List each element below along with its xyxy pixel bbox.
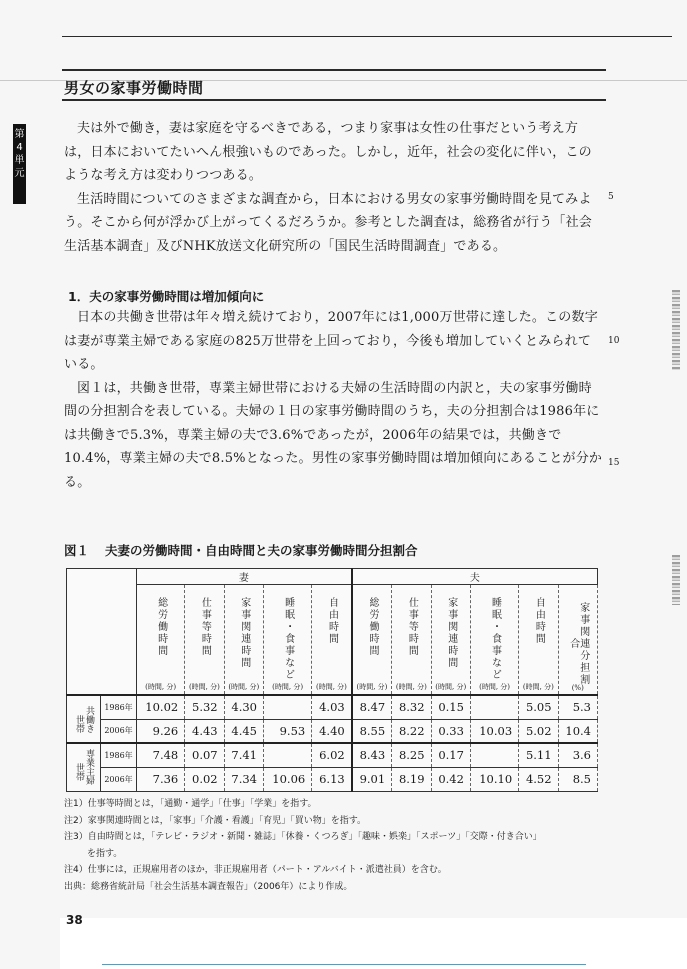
page-number: 38 [66,913,83,927]
value-cell: 8.32 [392,695,431,719]
value-cell: 8.5 [558,767,597,791]
line-number: 5 [608,192,614,202]
value-cell: 8.25 [392,743,431,767]
group-header-husband: 夫 [352,569,598,585]
value-cell [470,743,518,767]
bottom-blue-rule [102,964,586,965]
table-row [67,719,598,743]
unit-tab [13,124,26,204]
figure-caption: 夫妻の労働時間・自由時間と夫の家事労働時間分担割合 [105,543,418,558]
value-cell: 7.41 [224,743,263,767]
value-cell: 7.48 [137,743,185,767]
year-cell: 2006年 [101,767,137,791]
row-group-housewife: 世帯 専業主婦 [67,743,101,791]
value-cell: 0.02 [185,767,224,791]
value-cell: 8.43 [352,743,392,767]
source-note: 出典：総務省統計局「社会生活基本調査報告」（2006年）により作成。 [64,881,353,892]
column-header: 総労働時間 (時間, 分) [137,585,185,696]
column-header: 仕事等時間 (時間, 分) [392,585,431,696]
column-header: 睡眠・食事など (時間, 分) [470,585,518,696]
value-cell: 4.30 [224,695,263,719]
value-cell: 4.52 [519,767,558,791]
value-cell: 9.26 [137,719,185,743]
intro-text [64,117,604,258]
value-cell: 0.33 [431,719,470,743]
column-header: 自由時間 (時間, 分) [519,585,558,696]
line-number: 15 [608,458,620,468]
data-table [66,568,598,792]
title-rule-top [62,69,606,71]
scan-edge-artifact [672,290,680,370]
intro-paragraph-2: 生活時間についてのさまざまな調査から，日本における男女の家事労働時間を見てみよう。そこから何が浮かび上がってくるだろうか。参考とした調査は，総務省が行う「社会生活基本調査」及びNHK放送文化研究所の「国民生活時間調査」である。 [64,191,593,254]
figure-title [64,541,418,559]
column-header: 家事関連分担割合 (%) [558,585,597,696]
value-cell: 5.11 [519,743,558,767]
value-cell: 4.45 [224,719,263,743]
note-1: 注1）仕事等時間とは，「通勤・通学」「仕事」「学業」を指す。 [64,799,317,809]
column-header: 家事関連時間 (時間, 分) [224,585,263,696]
row-group-dual-income: 世帯 共働き [67,695,101,743]
page-bottom-margin [60,918,687,969]
unit-tab-char: 単 [14,155,25,166]
value-cell: 10.10 [470,767,518,791]
value-cell: 4.43 [185,719,224,743]
value-cell: 5.02 [519,719,558,743]
value-cell [470,695,518,719]
page-title: 男女の家事労働時間 [64,79,204,97]
note-3-continued: を指す。 [87,848,123,859]
column-header: 仕事等時間 (時間, 分) [185,585,224,696]
value-cell: 0.42 [431,767,470,791]
year-cell: 1986年 [101,743,137,767]
value-cell [263,743,311,767]
value-cell: 10.02 [137,695,185,719]
column-header: 家事関連時間 (時間, 分) [431,585,470,696]
header-rule [62,36,672,37]
figure-notes [64,796,604,895]
value-cell: 10.03 [470,719,518,743]
value-cell: 10.4 [558,719,597,743]
value-cell [263,695,311,719]
column-header: 自由時間 (時間, 分) [312,585,352,696]
unit-tab-char: 元 [14,168,25,179]
table-corner [67,569,137,696]
value-cell: 6.02 [312,743,352,767]
group-header-wife: 妻 [137,569,352,585]
value-cell: 4.03 [312,695,352,719]
section-paragraph-1: 日本の共働き世帯は年々増え続けており，2007年には1,000万世帯に達した。この数字は妻が専業主婦である家庭の825万世帯を上回っており，今後も増加していくとみられている。 [64,310,598,372]
value-cell: 8.55 [352,719,392,743]
figure-number: 図１ [64,543,90,558]
line-number: 10 [608,336,620,346]
unit-tab-char: 第 [14,129,25,140]
intro-paragraph-1: 夫は外で働き，妻は家庭を守るべきである，つまり家事は女性の仕事だという考え方は，日本においてたいへん根強いものであった。しかし，近年，社会の変化に伴い，このような考え方は変わりつつある。 [64,121,592,183]
value-cell: 7.36 [137,767,185,791]
value-cell: 10.06 [263,767,311,791]
value-cell: 0.15 [431,695,470,719]
table-row [67,767,598,791]
value-cell: 5.32 [185,695,224,719]
table-row [67,695,598,719]
table-row [67,743,598,767]
value-cell: 8.22 [392,719,431,743]
note-2: 注2）家事関連時間とは，「家事」「介護・看護」「育児」「買い物」を指す。 [64,815,367,826]
note-3: 注3）自由時間とは，「テレビ・ラジオ・新聞・雑誌」「休養・くつろぎ」「趣味・娯楽」「スポーツ」「交際・付き合い」 [64,832,542,842]
value-cell: 3.6 [558,743,597,767]
column-header: 睡眠・食事など (時間, 分) [263,585,311,696]
title-rule-bottom [62,99,606,101]
value-cell: 8.19 [392,767,431,791]
unit-tab-char: 4 [16,142,23,153]
column-header: 総労働時間 (時間, 分) [352,585,392,696]
value-cell: 9.53 [263,719,311,743]
note-4: 注4）仕事には，正規雇用者のほか，非正規雇用者（パート・アルバイト・派遣社員）を含む。 [64,865,447,875]
section-paragraph-2: 図１は，共働き世帯，専業主婦世帯における夫婦の生活時間の内訳と，夫の家事労働時間の分担割合を表している。夫婦の１日の家事労働時間のうち，夫の分担割合は1986年には共働きで5.3%，専業主婦の夫で3.6%であったが，2006年の結果では，共働きで10.4%，専業主婦の夫で8.5%となった。男性の家事労働時間は増加傾向にあることが分かる。 [64,380,603,490]
value-cell: 7.34 [224,767,263,791]
value-cell: 4.40 [312,719,352,743]
value-cell: 8.47 [352,695,392,719]
value-cell: 6.13 [312,767,352,791]
value-cell: 5.05 [519,695,558,719]
section-text [64,306,604,494]
scan-edge-artifact [672,555,680,605]
value-cell: 5.3 [558,695,597,719]
value-cell: 0.17 [431,743,470,767]
year-cell: 2006年 [101,719,137,743]
value-cell: 0.07 [185,743,224,767]
value-cell: 9.01 [352,767,392,791]
year-cell: 1986年 [101,695,137,719]
section-heading: 1．夫の家事労働時間は増加傾向に [68,289,265,304]
